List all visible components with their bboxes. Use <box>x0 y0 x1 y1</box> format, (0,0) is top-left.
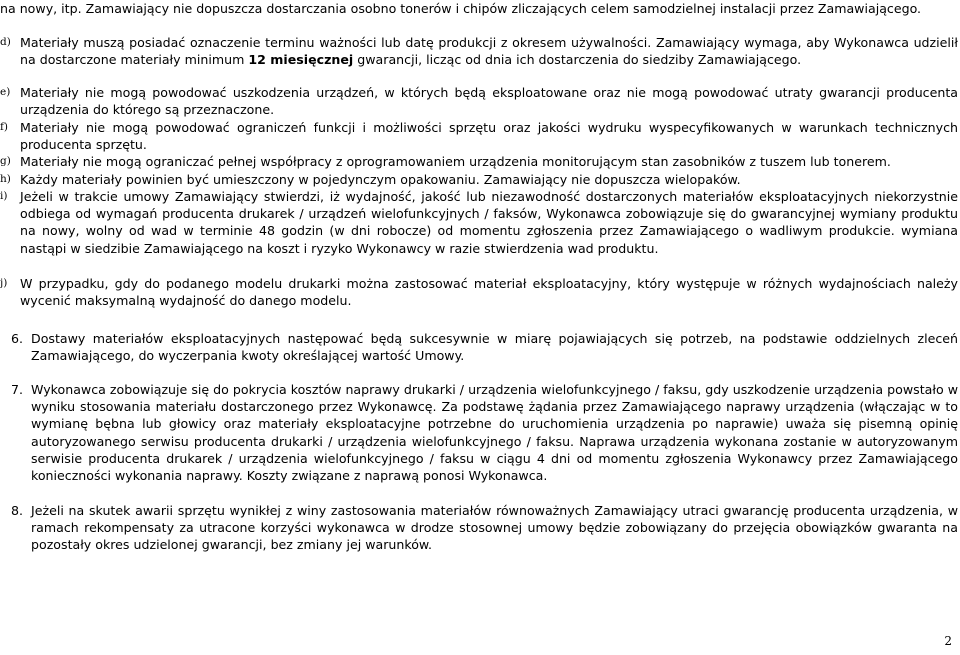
warranty-months: 12 miesięcznej <box>248 52 354 68</box>
item-number: 8. <box>11 503 24 518</box>
item-number: 7. <box>11 382 24 397</box>
item-text: W przypadku, gdy do podanego modelu drukarki można zastosować materiał eksploatacyjny, który występuje w różnych wydajnościach należy wycenić maksymalną wydajność do danego modelu. <box>20 276 958 309</box>
item-text: Jeżeli w trakcie umowy Zamawiający stwierdzi, iż wydajność, jakość lub niezawodność dostarczonych materiałów eksploatacyjnych niekorzystnie odbiega od wymagań producenta drukarek / urządzeń wielofunkcyjnych / faksów, Wykonawca zobowiązuje się do gwarancyjnej wymiany produktu na nowy, wolny od wad w terminie 48 godzin (w dni robocze) od momentu zgłoszenia przez Zamawiającego o wadliwym produkcie. wymiana nastąpi w siedzibie Zamawiającego na koszt i ryzyko Wykonawcy w razie stwierdzenia wad produktu. <box>20 189 958 256</box>
item-text: Wykonawca zobowiązuje się do pokrycia kosztów naprawy drukarki / urządzenia wielofunkcyjnego / faksu, gdy uszkodzenie urządzenia powstało w wyniku stosowania materiału dostarczonego przez Wykonawcę. Za podstawę żądania przez Zamawiającego naprawy urządzenia (włączając w to wymianę bębna lub głowicy oraz materiały eksploatacyjne potrzebne do uruchomienia urządzenia po naprawie) uważa się pisemną opinię autoryzowanego serwisu producenta drukarki / urządzenia wielofunkcyjnego / faksu. Naprawa urządzenia wykonana zostanie w autoryzowanym serwisie producenta drukarek / urządzenia wielofunkcyjnego / faksu w ciągu 4 dni od momentu zgłoszenia Wykonawcy przez Zamawiającego konieczności wykonania naprawy. Koszty związane z naprawą ponosi Wykonawca. <box>31 382 958 484</box>
item-marker: i) <box>0 190 8 202</box>
item-text: na nowy, itp. Zamawiający nie dopuszcza dostarczania osobno tonerów i chipów zliczających celem samodzielnej instalacji przez Zamawiającego. <box>0 1 922 16</box>
item-text: Jeżeli na skutek awarii sprzętu wynikłej z winy zastosowania materiałów równoważnych Zamawiający utraci gwarancję producenta urządzenia, w ramach rekompensaty za utracone korzyści wykonawca w drodze stosownej umowy będzie zobowiązany do przejęcia obowiązków gwaranta na pozostały okres udzielonej gwarancji, bez zmiany jej warunków. <box>31 503 958 553</box>
item-text: Każdy materiały powinien być umieszczony w pojedynczym opakowaniu. Zamawiający nie dopuszcza wielopaków. <box>20 172 741 187</box>
item-marker: g) <box>0 155 11 167</box>
item-marker: j) <box>0 277 8 289</box>
item-marker: d) <box>0 36 11 48</box>
item-text: Materiały muszą posiadać oznaczenie terminu ważności lub datę produkcji z okresem używalności. Zamawiający wymaga, aby Wykonawca udzielił na dostarczone materiały minimum 12 miesięcznej gwarancji, licząc od dnia ich dostarczenia do siedziby Zamawiającego. <box>20 35 958 68</box>
item-text: Materiały nie mogą ograniczać pełnej współpracy z oprogramowaniem urządzenia monitorującym stan zasobników z tuszem lub tonerem. <box>20 154 891 169</box>
item-text: Materiały nie mogą powodować uszkodzenia urządzeń, w których będą eksploatowane oraz nie mogą powodować utraty gwarancji producenta urządzenia do którego są przeznaczone. <box>20 85 958 118</box>
item-marker: f) <box>0 121 8 133</box>
item-marker: e) <box>0 86 11 98</box>
item-number: 6. <box>11 331 24 346</box>
item-text: Materiały nie mogą powodować ograniczeń funkcji i możliwości sprzętu oraz jakości wydruku wyspecyfikowanych w warunkach technicznych producenta sprzętu. <box>20 120 958 153</box>
page-number: 2 <box>944 634 952 648</box>
item-marker: h) <box>0 173 11 185</box>
item-text: Dostawy materiałów eksploatacyjnych następować będą sukcesywnie w miarę pojawiających się potrzeb, na podstawie oddzielnych zleceń Zamawiającego, do wyczerpania kwoty określającej wartość Umowy. <box>31 331 958 364</box>
